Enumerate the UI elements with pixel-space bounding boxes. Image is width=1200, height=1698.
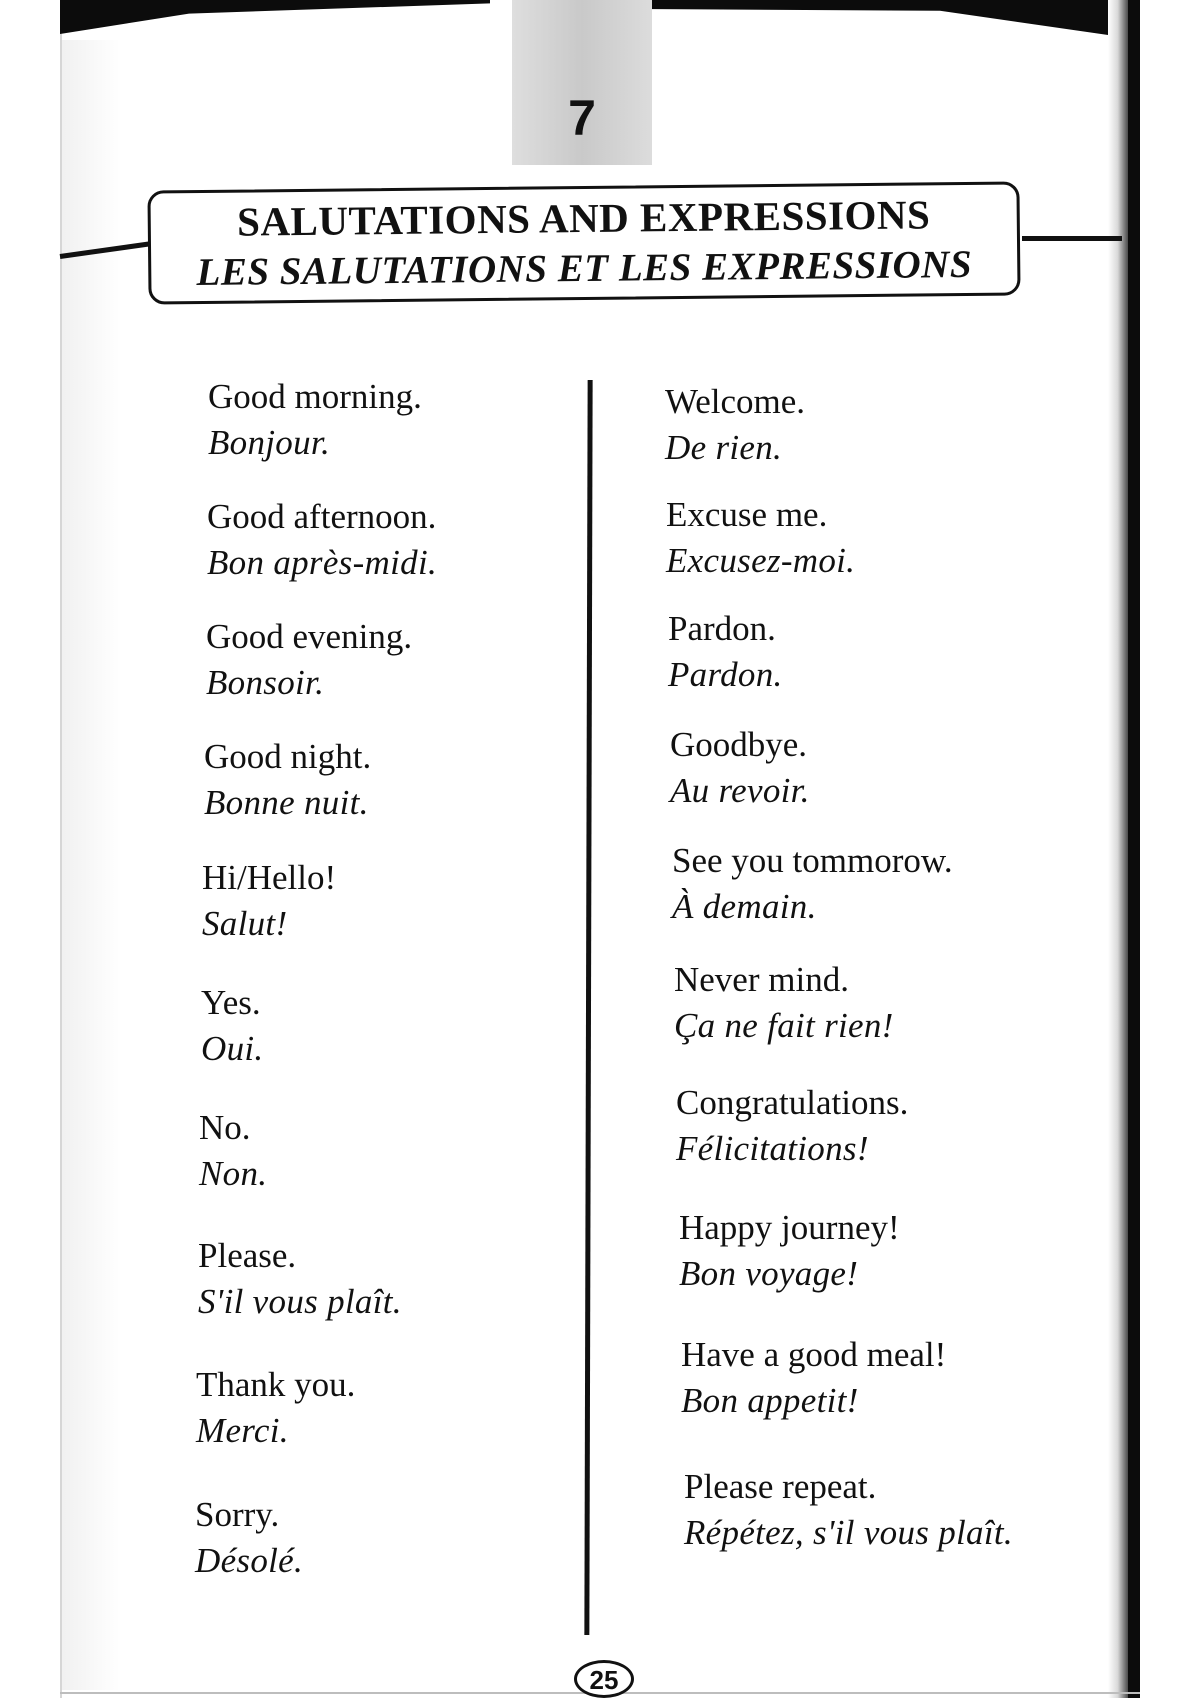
phrase-english: Pardon. (668, 609, 776, 648)
phrase-french: Bon voyage! (679, 1254, 859, 1293)
phrase-item (208, 374, 422, 466)
phrase-french: Bonne nuit. (204, 783, 369, 822)
phrase-french: Désolé. (195, 1541, 304, 1580)
scan-border-top-right (640, 0, 1140, 36)
phrase-item (195, 1492, 303, 1584)
phrase-french: Excusez-moi. (666, 541, 856, 580)
phrase-english: Never mind. (674, 960, 849, 999)
chapter-number: 7 (568, 90, 596, 146)
phrase-english: Good morning. (208, 377, 422, 416)
phrase-item (196, 1362, 355, 1454)
phrase-item (665, 379, 805, 471)
phrase-french: Bonsoir. (206, 663, 325, 702)
phrase-french: Au revoir. (670, 771, 810, 810)
phrase-english: Hi/Hello! (202, 858, 337, 897)
phrase-english: Welcome. (665, 382, 806, 421)
phrase-french: Salut! (202, 904, 288, 943)
phrase-item (201, 980, 263, 1072)
phrase-item (204, 734, 371, 826)
phrase-french: Ça ne fait rien! (674, 1006, 894, 1045)
phrase-item (670, 722, 810, 814)
phrase-french: Bon appetit! (681, 1381, 859, 1420)
phrase-item (666, 492, 855, 584)
scan-border-top-left (60, 0, 490, 34)
phrase-item (207, 494, 437, 586)
phrase-item (684, 1464, 1013, 1556)
phrase-english: Please. (198, 1236, 297, 1275)
phrase-english: Sorry. (195, 1495, 280, 1534)
phrase-english: Good night. (204, 737, 372, 776)
phrase-item (676, 1080, 908, 1172)
phrase-item (202, 855, 336, 947)
phrase-french: Non. (199, 1154, 268, 1193)
phrase-english: Good afternoon. (207, 497, 437, 536)
phrase-french: Bon après-midi. (207, 543, 438, 582)
phrase-item (672, 838, 953, 930)
phrase-english: Happy journey! (679, 1208, 900, 1247)
phrase-french: À demain. (672, 887, 817, 926)
phrase-french: Oui. (201, 1029, 264, 1068)
phrase-french: Félicitations! (676, 1129, 869, 1168)
phrase-english: Excuse me. (666, 495, 828, 534)
page-number: 25 (574, 1660, 634, 1698)
phrase-english: See you tommorow. (672, 841, 953, 880)
phrase-english: No. (199, 1108, 251, 1147)
phrase-french: Répétez, s'il vous plaît. (684, 1513, 1013, 1552)
phrase-english: Goodbye. (670, 725, 808, 764)
scan-border-right (1128, 0, 1140, 1698)
header-rule-right (1022, 236, 1122, 241)
phrase-english: Congratulations. (676, 1083, 909, 1122)
phrase-french: Bonjour. (208, 423, 330, 462)
phrase-item (198, 1233, 402, 1325)
phrase-english: Have a good meal! (681, 1335, 947, 1374)
phrase-french: Pardon. (668, 655, 783, 694)
chapter-title-english: SALUTATIONS AND EXPRESSIONS (236, 191, 931, 245)
phrase-french: Merci. (196, 1411, 289, 1450)
phrase-item (674, 957, 894, 1049)
phrase-english: Good evening. (206, 617, 413, 656)
phrase-item (206, 614, 412, 706)
phrase-english: Yes. (201, 983, 261, 1022)
phrase-item (199, 1105, 267, 1197)
phrase-english: Thank you. (196, 1365, 356, 1404)
phrase-english: Please repeat. (684, 1467, 877, 1506)
chapter-title-french: LES SALUTATIONS ET LES EXPRESSIONS (196, 242, 973, 295)
phrase-french: S'il vous plaît. (198, 1282, 402, 1321)
column-divider (584, 380, 592, 1635)
phrase-item (668, 606, 783, 698)
page-left-edge (60, 30, 62, 1698)
phrase-french: De rien. (665, 428, 783, 467)
phrase-item (681, 1332, 946, 1424)
page-left-shadow (60, 40, 120, 1690)
chapter-header (147, 181, 1020, 304)
phrase-item (679, 1205, 900, 1297)
